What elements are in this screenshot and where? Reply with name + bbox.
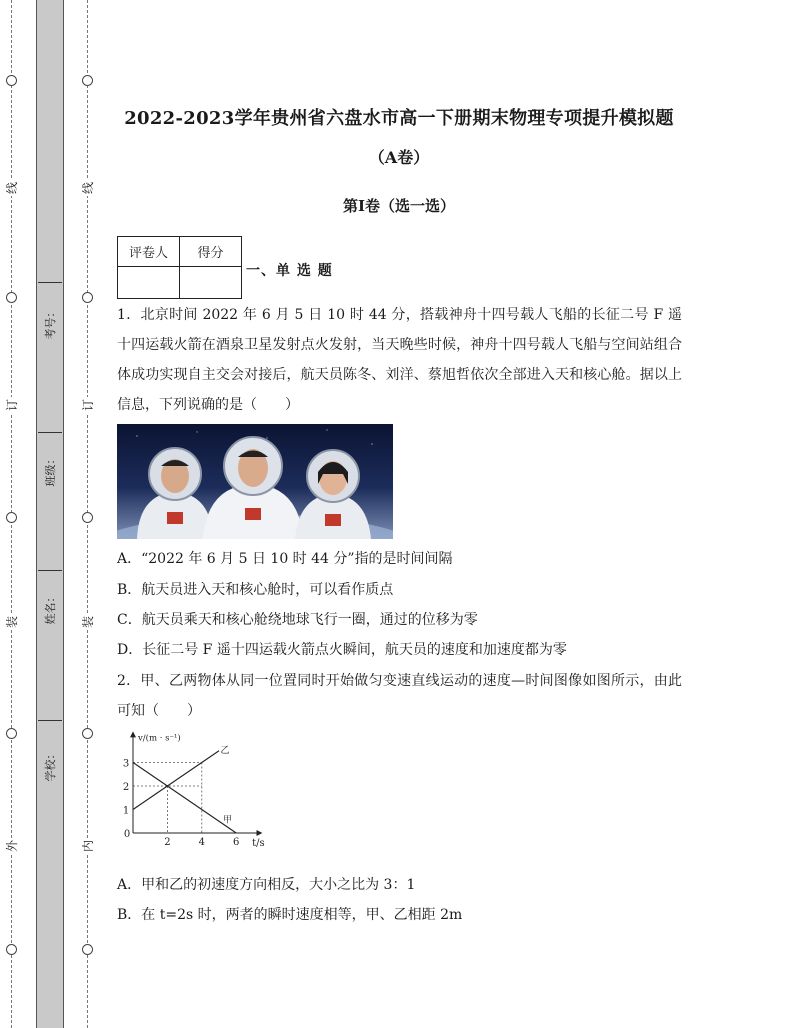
series-line-1 bbox=[133, 751, 219, 810]
y-axis-label: v/(m · s⁻¹) bbox=[138, 733, 181, 744]
graph-labels bbox=[123, 732, 265, 849]
margin-char-outer: 外 bbox=[5, 840, 19, 853]
exam-title: 2022-2023学年贵州省六盘水市高一下册期末物理专项提升模拟题 bbox=[124, 108, 674, 129]
binding-margin bbox=[0, 0, 100, 1028]
series-label: 甲 bbox=[223, 815, 233, 826]
binding-hole bbox=[82, 292, 93, 303]
series-label: 乙 bbox=[220, 745, 230, 756]
margin-char-outer: 订 bbox=[5, 399, 19, 412]
grader-header: 评卷人 bbox=[118, 237, 180, 267]
exam-number-label: 考号： bbox=[44, 306, 57, 340]
graph-series bbox=[133, 751, 236, 833]
field-underline bbox=[38, 432, 62, 433]
x-tick-label: 0 bbox=[123, 829, 131, 840]
question-1-option-a: A．“2022 年 6 月 5 日 10 时 44 分”指的是时间间隔 bbox=[117, 551, 453, 567]
question-2-text: 2．甲、乙两物体从同一位置同时开始做匀变速直线运动的速度—时间图像如图所示，由此可知（ ） bbox=[117, 673, 682, 719]
question-1-option-b: B．航天员进入天和核心舱时，可以看作质点 bbox=[117, 582, 394, 598]
y-tick-label: 2 bbox=[122, 782, 130, 793]
binding-hole bbox=[6, 728, 17, 739]
class-label: 班级： bbox=[44, 453, 57, 487]
score-header: 得分 bbox=[180, 237, 242, 267]
question-1-option-c: C．航天员乘天和核心舱绕地球飞行一圈，通过的位移为零 bbox=[117, 612, 478, 628]
binding-hole bbox=[82, 728, 93, 739]
margin-char-inner: 订 bbox=[81, 399, 95, 412]
school-label: 学校： bbox=[44, 748, 57, 782]
grader-cell bbox=[118, 267, 180, 299]
margin-char-outer: 线 bbox=[5, 182, 19, 195]
margin-char-inner: 内 bbox=[81, 840, 95, 853]
x-axis-label: t/s bbox=[252, 838, 265, 849]
binding-hole bbox=[6, 75, 17, 86]
section-title: 第I卷（选一选） bbox=[342, 197, 456, 215]
score-cell bbox=[180, 267, 242, 299]
binding-hole bbox=[6, 944, 17, 955]
graph-guide-lines bbox=[133, 763, 202, 834]
velocity-time-graph bbox=[117, 727, 277, 860]
astronauts-photo bbox=[117, 424, 393, 539]
binding-hole bbox=[6, 512, 17, 523]
field-underline bbox=[38, 570, 62, 571]
question-1-text: 1．北京时间 2022 年 6 月 5 日 10 时 44 分，搭载神舟十四号载人飞船的长征二号 F 遥十四运载火箭在酒泉卫星发射点火发射，当天晚些时候，神舟十四号载人飞船与空间站组合体成功实现自主交会对接后，航天员陈冬、刘洋、蔡旭哲依次全部进入天和核心舱。据以上信息，下列说确的是（ ） bbox=[117, 307, 682, 413]
binding-bar bbox=[36, 0, 64, 1028]
y-tick-label: 3 bbox=[122, 758, 130, 770]
question-2-option-b: B．在 t=2s 时，两者的瞬时速度相等，甲、乙相距 2m bbox=[117, 907, 463, 923]
score-table bbox=[117, 236, 242, 299]
binding-hole bbox=[82, 512, 93, 523]
margin-char-outer: 装 bbox=[5, 616, 19, 629]
x-tick-label: 4 bbox=[198, 837, 205, 848]
astronauts-illustration bbox=[117, 424, 393, 539]
name-label: 姓名： bbox=[44, 591, 57, 625]
exam-subtitle: （A卷） bbox=[368, 148, 430, 167]
binding-hole bbox=[6, 292, 17, 303]
series-line-0 bbox=[133, 763, 236, 834]
margin-char-inner: 线 bbox=[81, 182, 95, 195]
question-2-option-a: A．甲和乙的初速度方向相反，大小之比为 3：1 bbox=[117, 877, 416, 893]
margin-char-inner: 装 bbox=[81, 616, 95, 629]
y-tick-label: 1 bbox=[122, 805, 130, 817]
field-underline bbox=[38, 720, 62, 721]
part-title: 一、单 选 题 bbox=[246, 263, 333, 279]
binding-hole bbox=[82, 944, 93, 955]
x-tick-label: 6 bbox=[233, 837, 240, 848]
field-underline bbox=[38, 282, 62, 283]
binding-hole bbox=[82, 75, 93, 86]
x-tick-label: 2 bbox=[164, 837, 171, 848]
question-1-option-d: D．长征二号 F 遥十四运载火箭点火瞬间，航天员的速度和加速度都为零 bbox=[117, 642, 567, 658]
